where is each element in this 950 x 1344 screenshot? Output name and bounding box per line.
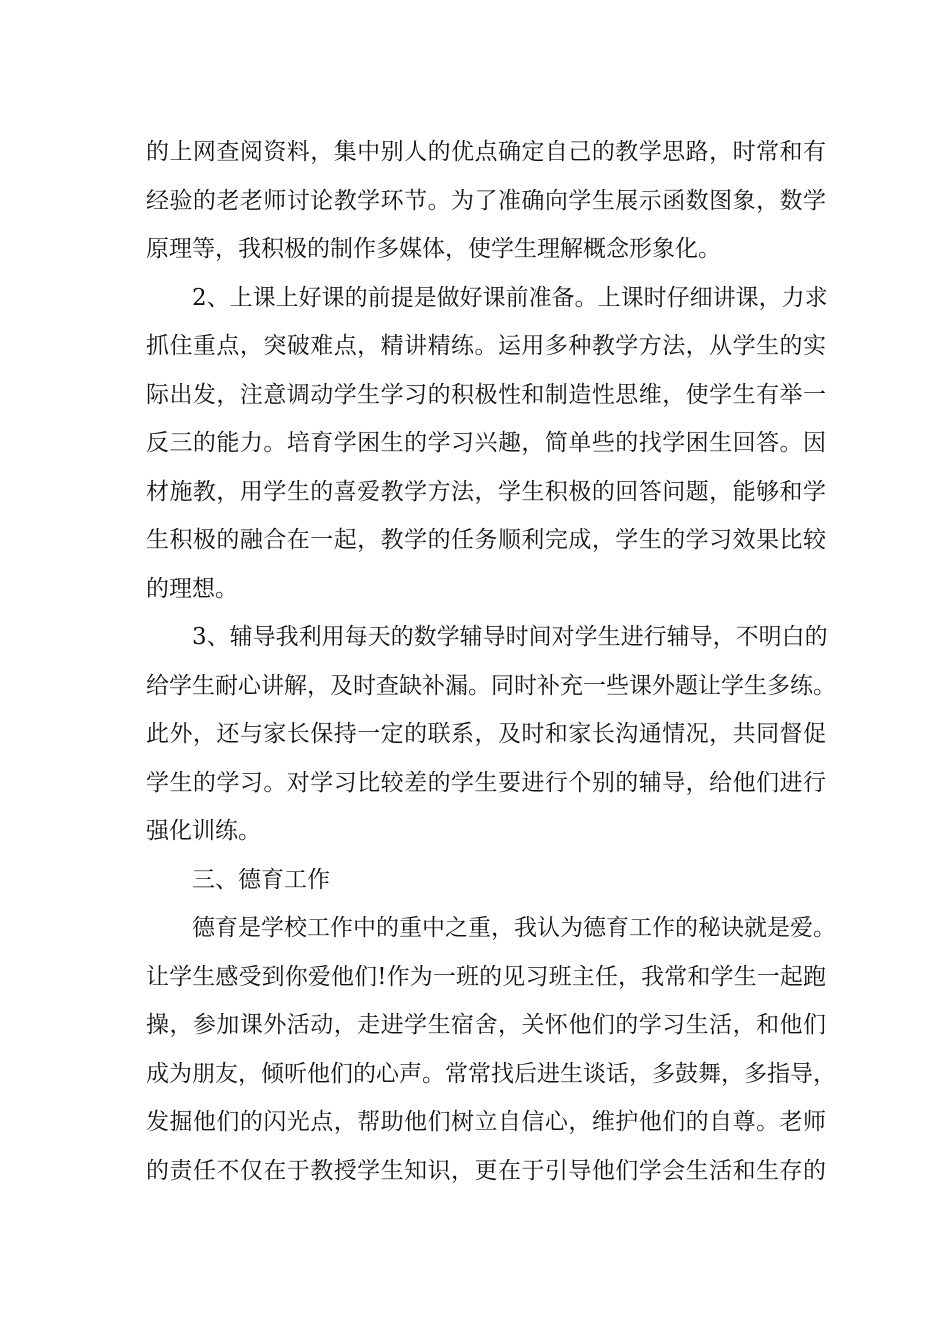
text-line: 强化训练。 (146, 818, 261, 844)
text-line: 给学生耐心讲解，及时查缺补漏。同时补充一些课外题让学生多练。 (146, 672, 836, 699)
text-line: 让学生感受到你爱他们!作为一班的见习班主任，我常和学生一起跑 (146, 963, 826, 990)
text-line: 德育是学校工作中的重中之重，我认为德育工作的秘诀就是爱。 (192, 915, 836, 941)
text-line: 材施教，用学生的喜爱教学方法，学生积极的回答问题，能够和学 (146, 478, 826, 505)
text-line: 学生的学习。对学习比较差的学生要进行个别的辅导，给他们进行 (146, 769, 826, 796)
text-line: 际出发，注意调动学生学习的积极性和制造性思维，使学生有举一 (146, 381, 826, 408)
text-line: 抓住重点，突破难点，精讲精练。运用多种教学方法，从学生的实 (146, 333, 826, 359)
text-line: 2、上课上好课的前提是做好课前准备。上课时仔细讲课，力求 (192, 284, 828, 311)
text-line: 三、德育工作 (192, 866, 330, 893)
text-line: 此外，还与家长保持一定的联系，及时和家长沟通情况，共同督促 (146, 721, 826, 747)
text-line: 的理想。 (146, 575, 238, 602)
text-line: 反三的能力。培育学困生的学习兴趣，简单些的找学困生回答。因 (146, 430, 826, 456)
text-line: 的责任不仅在于教授学生知识，更在于引导他们学会生活和生存的 (146, 1157, 826, 1184)
text-line: 经验的老老师讨论教学环节。为了准确向学生展示函数图象，数学 (146, 187, 826, 214)
text-line: 成为朋友，倾听他们的心声。常常找后进生谈话，多鼓舞，多指导， (146, 1060, 836, 1087)
text-line: 生积极的融合在一起，教学的任务顺利完成，学生的学习效果比较 (146, 527, 826, 553)
text-line: 的上网查阅资料，集中别人的优点确定自己的教学思路，时常和有 (146, 139, 826, 165)
text-line: 操，参加课外活动，走进学生宿舍，关怀他们的学习生活，和他们 (146, 1012, 826, 1038)
text-line: 3、辅导我利用每天的数学辅导时间对学生进行辅导，不明白的 (192, 624, 828, 650)
body-text (146, 128, 836, 1195)
text-line: 发掘他们的闪光点，帮助他们树立自信心，维护他们的自尊。老师 (146, 1109, 826, 1135)
text-line: 原理等，我积极的制作多媒体，使学生理解概念形象化。 (146, 236, 721, 262)
